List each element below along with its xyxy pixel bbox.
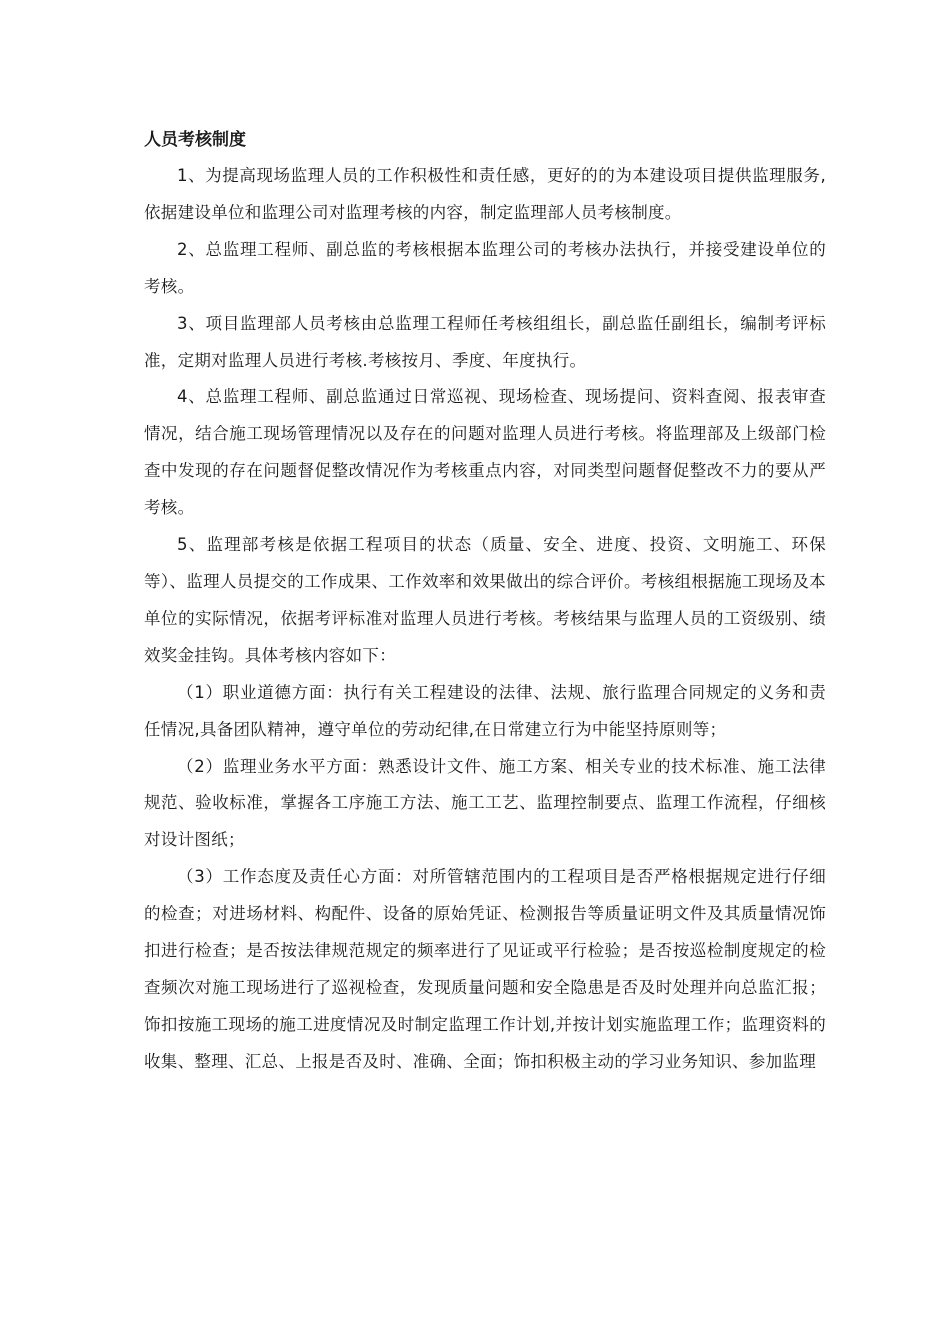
paragraph-item-1: （1）职业道德方面：执行有关工程建设的法律、法规、旅行监理合同规定的义务和责任情况,具备团队精神，遵守单位的劳动纪律,在日常建立行为中能坚持原则等；: [144, 682, 826, 739]
paragraph-item-2: （2）监理业务水平方面：熟悉设计文件、施工方案、相关专业的技术标准、施工法律规范、验收标准，掌握各工序施工方法、施工工艺、监理控制要点、监理工作流程，仔细核对设计图纸；: [144, 756, 826, 850]
paragraph-5: 5、监理部考核是依据工程项目的状态（质量、安全、进度、投资、文明施工、环保等）、监理人员提交的工作成果、工作效率和效果做出的综合评价。考核组根据施工现场及本单位的实际情况，依据考评标准对监理人员进行考核。考核结果与监理人员的工资级别、绩效奖金挂钩。具体考核内容如下：: [144, 535, 826, 665]
paragraph-1: 1、为提高现场监理人员的工作积极性和责任感，更好的的为本建设项目提供监理服务,依据建设单位和监理公司对监理考核的内容，制定监理部人员考核制度。: [144, 166, 826, 222]
document-body: [144, 122, 826, 1081]
paragraph-2: 2、总监理工程师、副总监的考核根据本监理公司的考核办法执行，并接受建设单位的考核。: [144, 239, 826, 296]
paragraph-4: 4、总监理工程师、副总监通过日常巡视、现场检查、现场提问、资料查阅、报表审查情况，结合施工现场管理情况以及存在的问题对监理人员进行考核。将监理部及上级部门检查中发现的存在问题督促整改情况作为考核重点内容，对同类型问题督促整改不力的要从严考核。: [144, 387, 826, 518]
paragraph-item-3: （3）工作态度及责任心方面：对所管辖范围内的工程项目是否严格根据规定进行仔细的检查；对进场材料、构配件、设备的原始凭证、检测报告等质量证明文件及其质量情况饰扣进行检查；是否按法律规范规定的频率进行了见证或平行检验；是否按巡检制度规定的检查频次对施工现场进行了巡视检查，发现质量问题和安全隐患是否及时处理并向总监汇报；饰扣按施工现场的施工进度情况及时制定监理工作计划,并按计划实施监理工作；监理资料的收集、整理、汇总、上报是否及时、准确、全面；饰扣积极主动的学习业务知识、参加监理: [144, 867, 826, 1071]
paragraph-3: 3、项目监理部人员考核由总监理工程师任考核组组长，副总监任副组长，编制考评标准，定期对监理人员进行考核.考核按月、季度、年度执行。: [144, 313, 826, 370]
document-title: 人员考核制度: [144, 130, 246, 150]
